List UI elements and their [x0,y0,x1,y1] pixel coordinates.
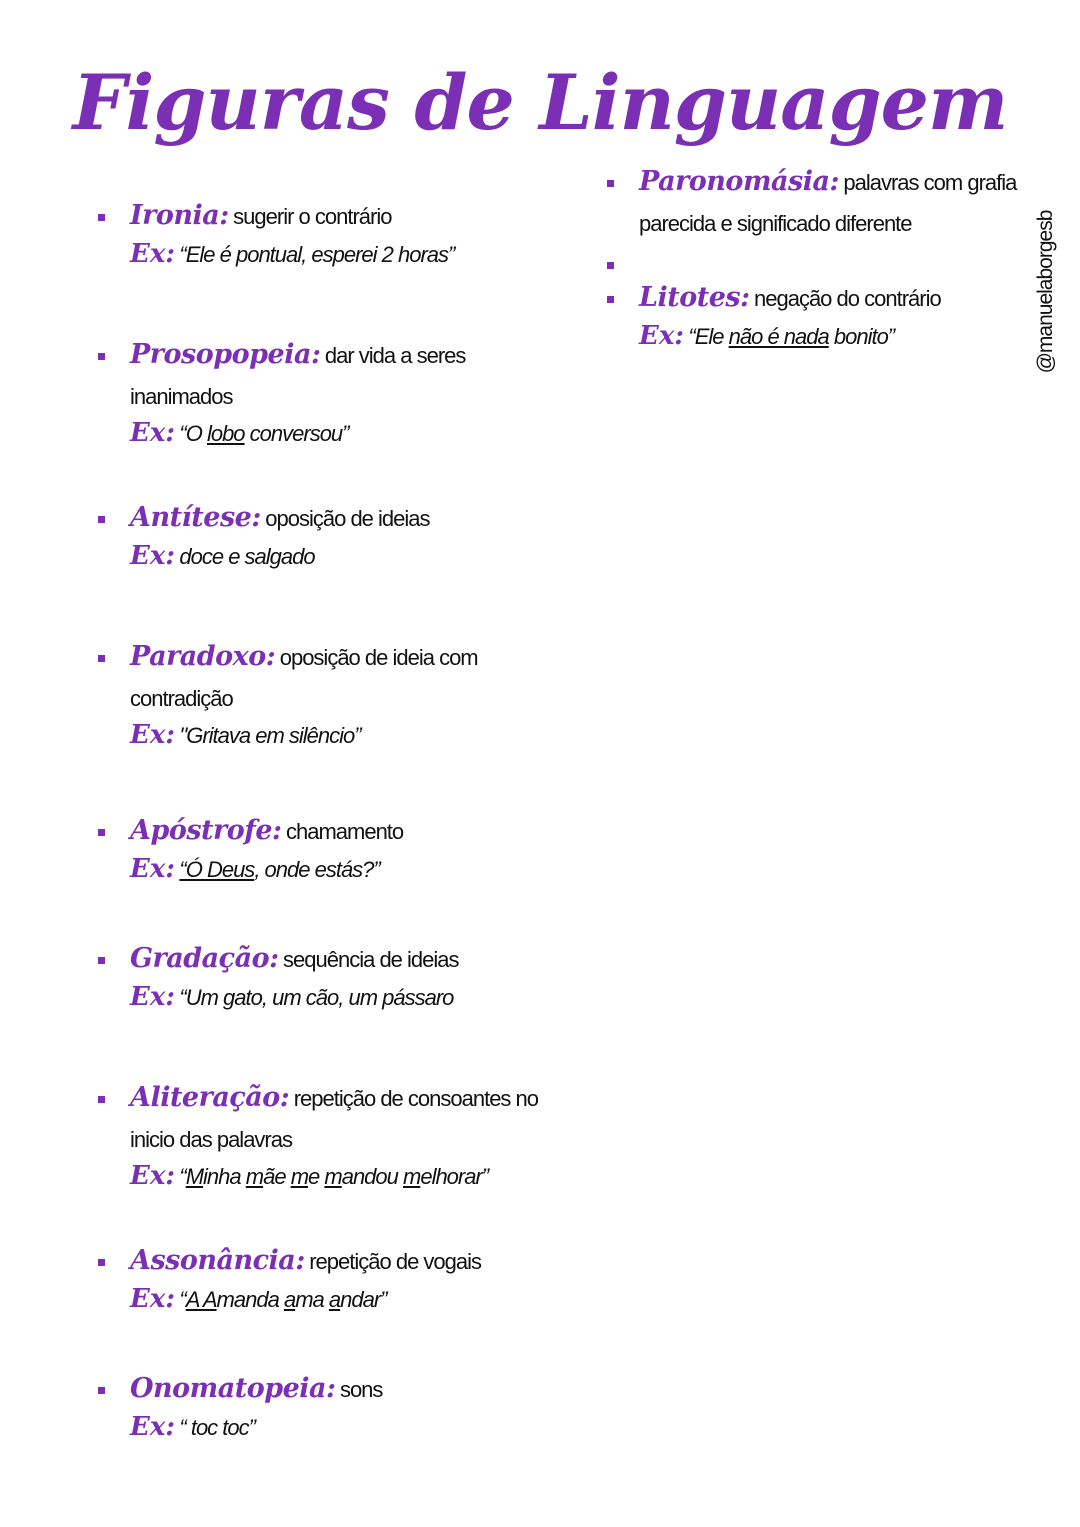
definition: dar vida a seres [324,343,466,368]
entry-paradoxo: Paradoxo: oposição de ideia com contradição Ex: "Gritava em silêncio” [130,641,478,750]
example: “Um gato, um cão, um pássaro [179,985,454,1010]
example-label: Ex [130,1412,166,1442]
bullet-icon [98,829,105,836]
definition: oposição de ideias [265,506,430,531]
example-label: Ex [130,239,166,269]
entry-gradacao: Gradação: sequência de ideias Ex: “Um gato, um cão, um pássaro [130,943,459,1012]
entry-prosopopeia: Prosopopeia: dar vida a seres inanimados Ex: “O lobo conversou” [130,339,465,448]
bullet-icon [98,1259,105,1266]
definition: chamamento [285,819,404,844]
definition: palavras com grafia [843,170,1017,195]
definition: sugerir o contrário [233,204,392,229]
bullet-icon [98,655,105,662]
example-label: Ex [639,321,675,351]
entry-assonancia: Assonância: repetição de vogais Ex: “A Amanda ama andar” [130,1245,481,1314]
page-title: Figuras de Linguagem [72,58,1008,147]
example: “Ele não é nada bonito” [688,324,895,349]
term: Paronomásia [639,166,830,197]
definition: repetição de consoantes no [293,1086,539,1111]
definition: oposição de ideia com [279,645,478,670]
term: Assonância [130,1245,296,1276]
definition-continued: inanimados [130,384,233,409]
term: Antítese [130,502,252,533]
example: doce e salgado [179,544,315,569]
definition: sequência de ideias [283,947,459,972]
term: Aliteração [130,1082,280,1113]
example-label: Ex [130,541,166,571]
author-handle: @manuelaborgesb [1034,210,1057,374]
example: “Minha mãe me mandou melhorar” [179,1164,489,1189]
definition: sons [339,1377,383,1402]
example: “O lobo conversou” [179,421,349,446]
example: “Ó Deus, onde estás?” [179,857,380,882]
term: Paradoxo [130,641,266,672]
term: Onomatopeia [130,1373,327,1404]
example-label: Ex [130,982,166,1012]
term: Gradação [130,943,270,974]
entry-aliteracao: Aliteração: repetição de consoantes no inicio das palavras Ex: “Minha mãe me mandou melhorar” [130,1082,538,1191]
entry-onomatopeia: Onomatopeia: sons Ex: “ toc toc” [130,1373,382,1442]
definition-continued: inicio das palavras [130,1127,292,1152]
definition-continued: contradição [130,686,233,711]
term: Ironia [130,200,220,231]
entry-apostrofe: Apóstrofe: chamamento Ex: “Ó Deus, onde estás?” [130,815,403,884]
term: Prosopopeia [130,339,311,370]
entry-antitese: Antítese: oposição de ideias Ex: doce e salgado [130,502,430,571]
bullet-icon [98,353,105,360]
definition: repetição de vogais [309,1249,482,1274]
definition-continued: parecida e significado diferente [639,211,912,236]
empty-bullet-icon [607,262,614,269]
example: “Ele é pontual, esperei 2 horas” [179,242,455,267]
example: “A Amanda ama andar” [179,1287,387,1312]
definition: negação do contrário [754,286,941,311]
bullet-icon [98,214,105,221]
example-label: Ex [130,418,166,448]
bullet-icon [98,1387,105,1394]
bullet-icon [98,516,105,523]
example-label: Ex [130,1161,166,1191]
entry-paronomasia: Paronomásia: palavras com grafia parecida e significado diferente [639,166,1016,237]
example-label: Ex [130,854,166,884]
term: Apóstrofe [130,815,273,846]
example-label: Ex [130,720,166,750]
entry-litotes: Litotes: negação do contrário Ex: “Ele não é nada bonito” [639,282,941,351]
bullet-icon [98,1096,105,1103]
example: "Gritava em silêncio” [179,723,361,748]
bullet-icon [607,296,614,303]
term: Litotes [639,282,741,313]
bullet-icon [98,957,105,964]
bullet-icon [607,180,614,187]
example-label: Ex [130,1284,166,1314]
entry-ironia: Ironia: sugerir o contrário Ex: “Ele é pontual, esperei 2 horas” [130,200,454,269]
example: “ toc toc” [179,1415,255,1440]
